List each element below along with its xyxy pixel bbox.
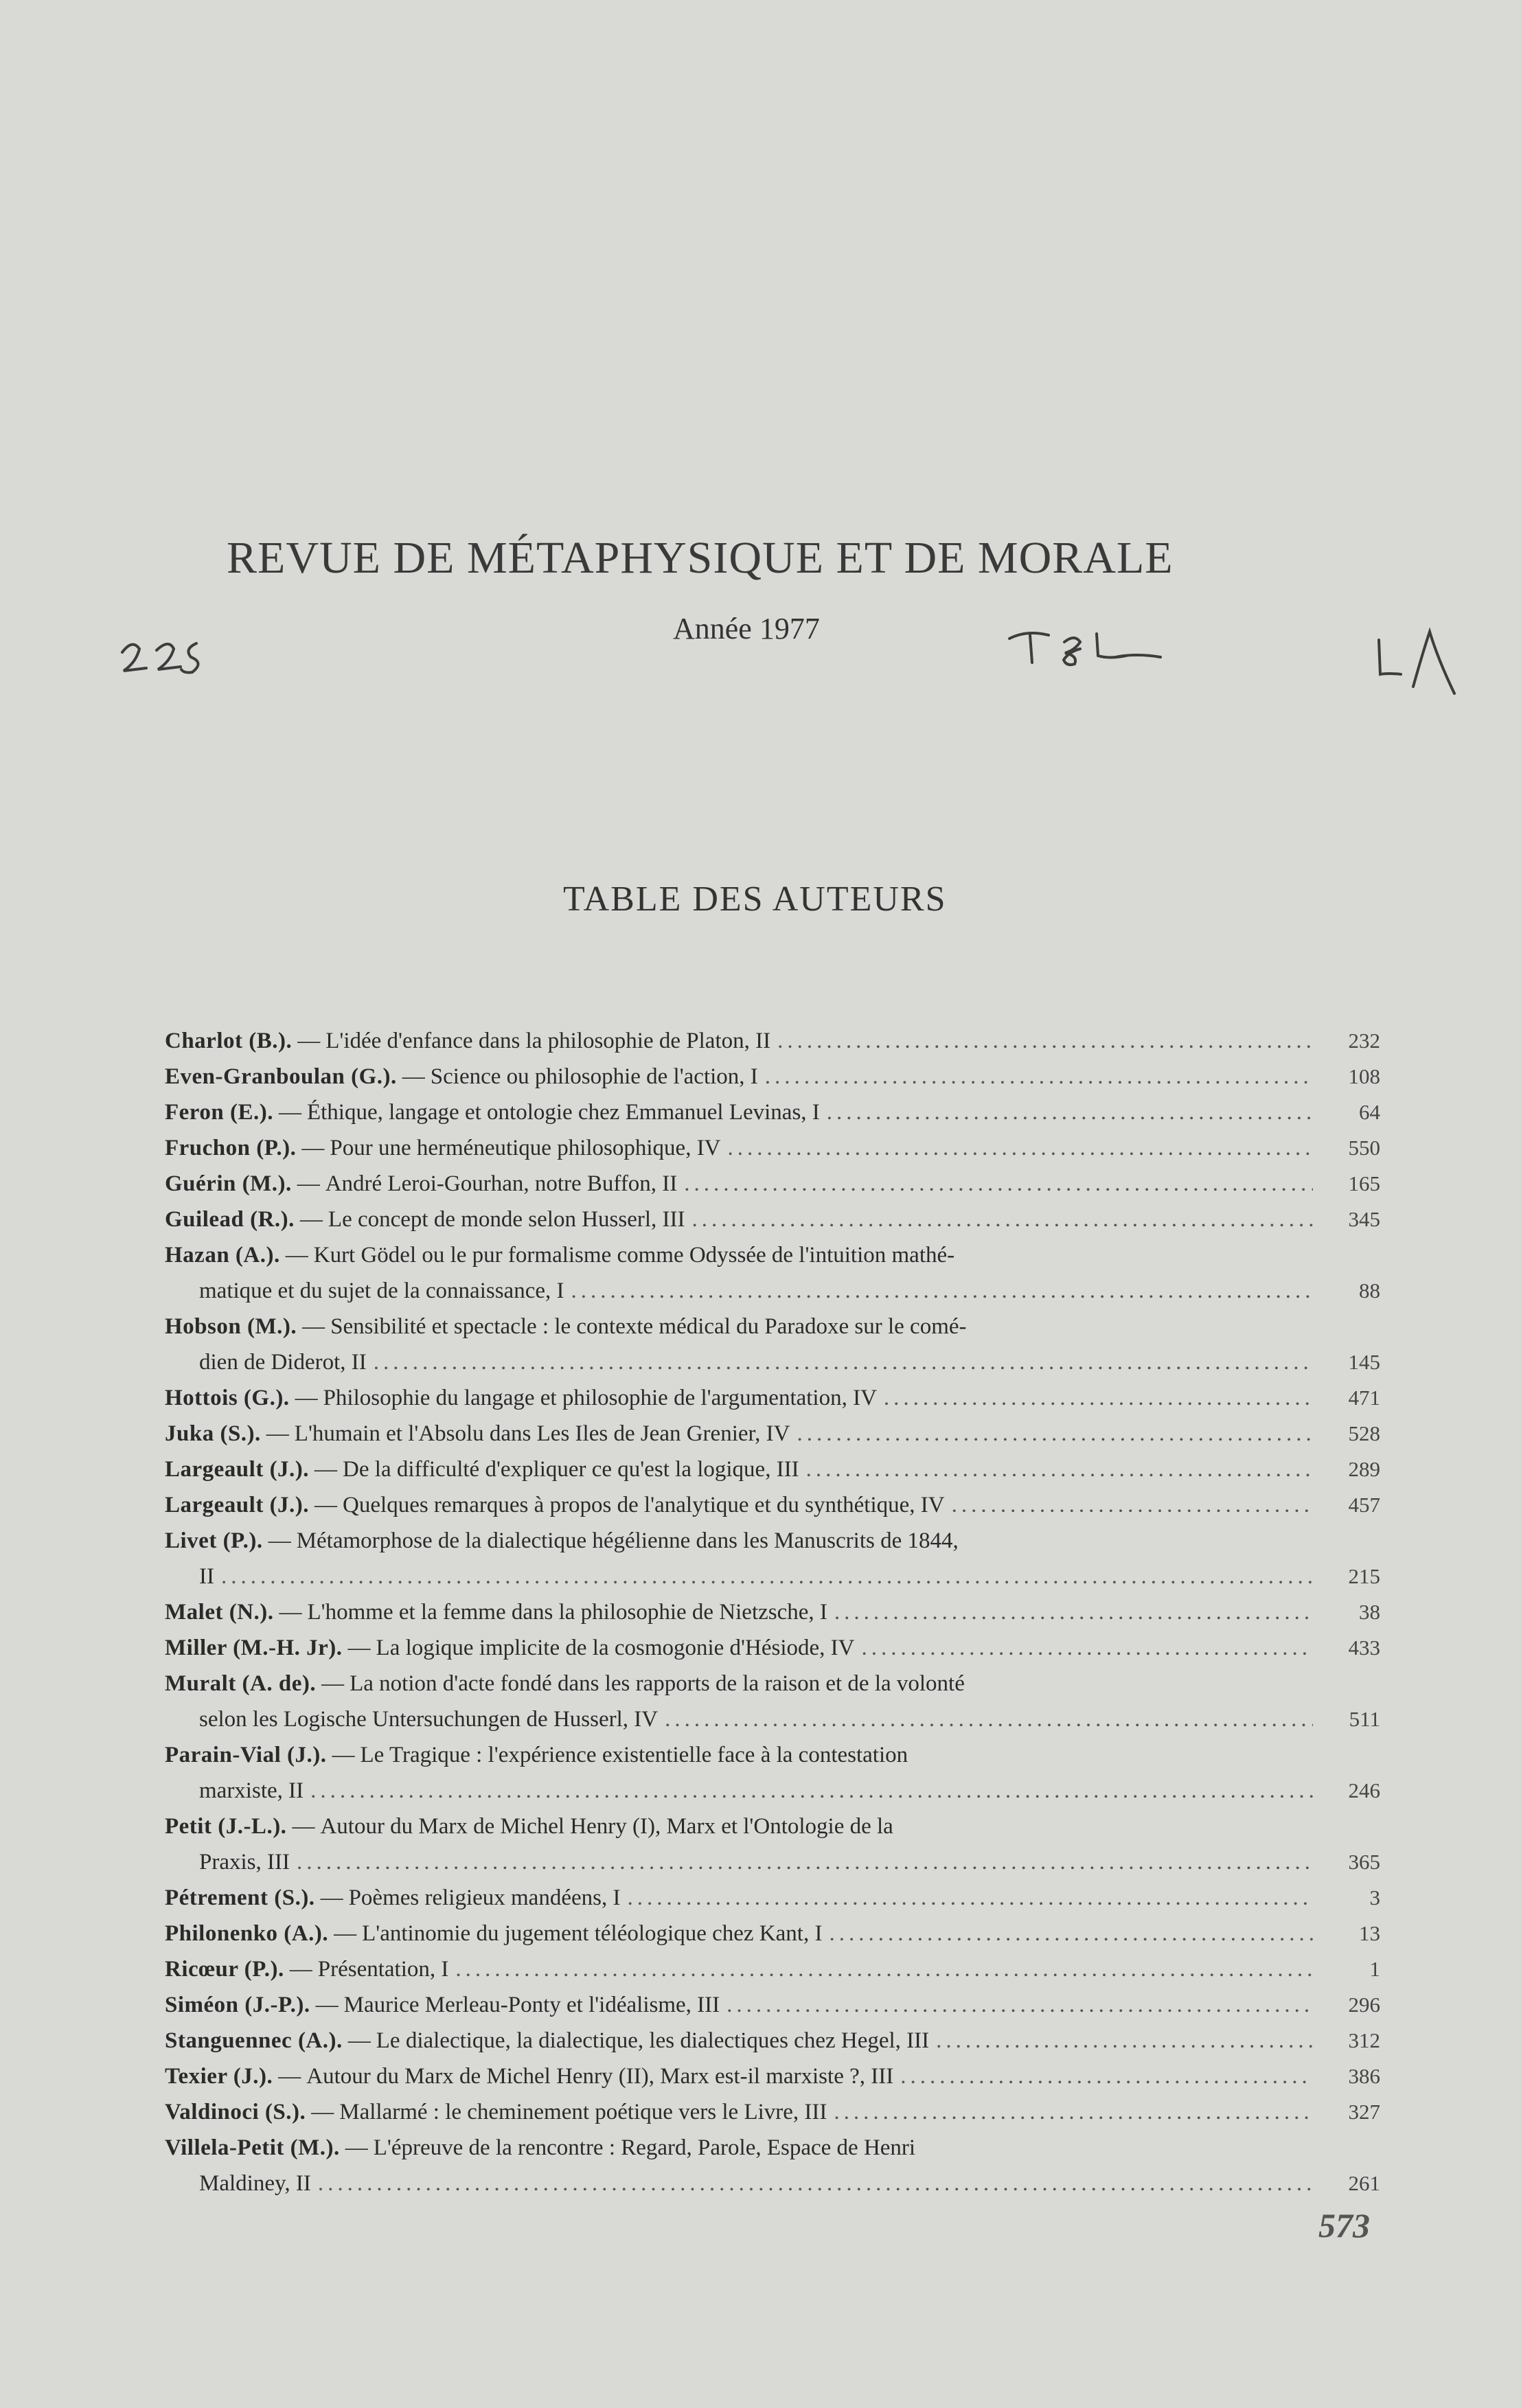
- dot-leader: [728, 1130, 1313, 1166]
- entry-line: [165, 1273, 1380, 1309]
- article-title: Éthique, langage et ontologie chez Emmanuel Levinas, I: [306, 1100, 820, 1125]
- index-entry: [165, 1630, 1380, 1666]
- article-title: marxiste, II: [199, 1778, 304, 1803]
- entry-line: [165, 1380, 1380, 1416]
- author-name: Feron (E.).: [165, 1100, 273, 1125]
- em-dash-separator: —: [297, 1171, 320, 1196]
- entry-line: [165, 1809, 1380, 1844]
- article-title: André Leroi-Gourhan, notre Buffon, II: [325, 1171, 678, 1196]
- author-name: Guérin (M.).: [165, 1171, 292, 1196]
- dot-leader: [571, 1273, 1313, 1309]
- index-entry: [165, 2023, 1380, 2059]
- dot-leader: [829, 1916, 1313, 1951]
- index-entry: [165, 1809, 1380, 1880]
- dot-leader: [221, 1559, 1313, 1594]
- entry-line: [165, 1059, 1380, 1094]
- page-reference: 261: [1348, 2171, 1380, 2195]
- author-name: Petit (J.-L.).: [165, 1814, 287, 1839]
- index-entry: [165, 1202, 1380, 1237]
- article-title: Le Tragique : l'expérience existentielle face à la contestation: [360, 1743, 908, 1767]
- index-entry: [165, 1059, 1380, 1094]
- article-title: Pour une herméneutique philosophique, IV: [330, 1136, 721, 1160]
- page-reference: 165: [1348, 1171, 1380, 1195]
- author-name: Even-Granboulan (G.).: [165, 1064, 397, 1089]
- entry-line: [165, 1559, 1380, 1594]
- em-dash-separator: —: [315, 1993, 339, 2017]
- article-title: Métamorphose de la dialectique hégélienne dans les Manuscrits de 1844,: [296, 1528, 959, 1553]
- page-reference: 232: [1348, 1029, 1380, 1053]
- author-name: Ricœur (P.).: [165, 1957, 284, 1982]
- article-title: Le dialectique, la dialectique, les dialectiques chez Hegel, III: [376, 2028, 930, 2053]
- article-title: selon les Logische Untersuchungen de Husserl, IV: [199, 1707, 659, 1732]
- author-name: Miller (M.-H. Jr).: [165, 1636, 343, 1660]
- page-reference: 289: [1348, 1457, 1380, 1481]
- author-name: Muralt (A. de).: [165, 1671, 317, 1696]
- page-reference: 312: [1348, 2028, 1380, 2052]
- index-entry: [165, 1237, 1380, 1309]
- article-title: L'antinomie du jugement téléologique chez Kant, I: [362, 1921, 823, 1946]
- article-title: L'humain et l'Absolu dans Les Iles de Jean Grenier, IV: [294, 1421, 790, 1446]
- author-name: Charlot (B.).: [165, 1029, 293, 1053]
- entry-line: [165, 1094, 1380, 1130]
- author-name: Hazan (A.).: [165, 1243, 280, 1268]
- page-reference: 528: [1348, 1421, 1380, 1445]
- page-reference: 145: [1348, 1350, 1380, 1374]
- em-dash-separator: —: [311, 2100, 334, 2124]
- entry-line: [165, 1951, 1380, 1987]
- index-entry: [165, 1309, 1380, 1380]
- author-name: Juka (S.).: [165, 1421, 261, 1446]
- author-name: Siméon (J.-P.).: [165, 1993, 310, 2017]
- author-name: Malet (N.).: [165, 1600, 274, 1625]
- dot-leader: [455, 1951, 1313, 1987]
- entry-line: [165, 1987, 1380, 2023]
- author-name: Parain-Vial (J.).: [165, 1743, 327, 1767]
- author-name: Texier (J.).: [165, 2064, 273, 2089]
- page-reference: 550: [1348, 1136, 1380, 1160]
- dot-leader: [297, 1844, 1313, 1880]
- dot-leader: [727, 1987, 1313, 2023]
- dot-leader: [900, 2059, 1313, 2094]
- entry-line: [165, 1487, 1380, 1523]
- author-name: Hottois (G.).: [165, 1386, 290, 1410]
- page-reference: 64: [1359, 1100, 1380, 1124]
- page-reference: 88: [1359, 1278, 1380, 1303]
- index-entry: [165, 1666, 1380, 1737]
- index-entry: [165, 1951, 1380, 1987]
- index-entry: [165, 1737, 1380, 1809]
- dot-leader: [374, 1344, 1313, 1380]
- entry-line: [165, 1666, 1380, 1701]
- dot-leader: [310, 1773, 1313, 1809]
- entry-line: [165, 1737, 1380, 1773]
- entry-line: [165, 1523, 1380, 1559]
- article-title: Mallarmé : le cheminement poétique vers le Livre, III: [339, 2100, 827, 2124]
- index-entry: [165, 1523, 1380, 1594]
- dot-leader: [765, 1059, 1313, 1094]
- article-title: Maurice Merleau-Ponty et l'idéalisme, III: [343, 1993, 720, 2017]
- article-title: II: [199, 1564, 214, 1589]
- dot-leader: [318, 2166, 1313, 2201]
- em-dash-separator: —: [321, 1671, 345, 1696]
- index-entry: [165, 1594, 1380, 1630]
- index-entry: [165, 1880, 1380, 1916]
- author-name: Fruchon (P.).: [165, 1136, 297, 1160]
- em-dash-separator: —: [278, 2064, 301, 2089]
- author-name: Livet (P.).: [165, 1528, 263, 1553]
- em-dash-separator: —: [315, 1493, 338, 1517]
- author-name: Guilead (R.).: [165, 1207, 295, 1232]
- index-entry: [165, 2094, 1380, 2130]
- em-dash-separator: —: [302, 1314, 325, 1339]
- em-dash-separator: —: [347, 2028, 371, 2053]
- handwritten-note-right: [1373, 625, 1459, 700]
- dot-leader: [627, 1880, 1313, 1916]
- dot-leader: [684, 1166, 1313, 1202]
- page-reference: 108: [1348, 1064, 1380, 1088]
- year-label: Année 1977: [673, 612, 820, 645]
- article-title: Praxis, III: [199, 1850, 290, 1874]
- entry-line: [165, 2023, 1380, 2059]
- handwritten-note-left: [115, 628, 239, 683]
- article-title: Le concept de monde selon Husserl, III: [328, 1207, 685, 1232]
- em-dash-separator: —: [402, 1064, 425, 1089]
- em-dash-separator: —: [347, 1636, 371, 1660]
- entry-line: [165, 2059, 1380, 2094]
- page-reference: 296: [1348, 1993, 1380, 2017]
- em-dash-separator: —: [332, 1743, 355, 1767]
- author-name: Valdinoci (S.).: [165, 2100, 306, 2124]
- dot-leader: [884, 1380, 1313, 1416]
- entry-line: [165, 1309, 1380, 1344]
- page-reference: 457: [1348, 1493, 1380, 1517]
- em-dash-separator: —: [278, 1100, 301, 1125]
- dot-leader: [797, 1416, 1314, 1452]
- em-dash-separator: —: [289, 1957, 312, 1982]
- author-name: Philonenko (A.).: [165, 1921, 329, 1946]
- index-entry: [165, 1380, 1380, 1416]
- index-entry: [165, 1416, 1380, 1452]
- article-title: De la difficulté d'expliquer ce qu'est la logique, III: [343, 1457, 799, 1482]
- article-title: Kurt Gödel ou le pur formalisme comme Odyssée de l'intuition mathé-: [313, 1243, 955, 1268]
- em-dash-separator: —: [345, 2135, 368, 2160]
- page-reference: 215: [1348, 1564, 1380, 1588]
- page-reference: 471: [1348, 1386, 1380, 1410]
- index-entry: [165, 2130, 1380, 2201]
- page-reference: 511: [1349, 1707, 1380, 1731]
- article-title: Autour du Marx de Michel Henry (I), Marx et l'Ontologie de la: [320, 1814, 893, 1839]
- index-entry: [165, 2059, 1380, 2094]
- article-title: Sensibilité et spectacle : le contexte médical du Paradoxe sur le comé-: [330, 1314, 967, 1339]
- em-dash-separator: —: [320, 1885, 343, 1910]
- entry-line: [165, 1916, 1380, 1951]
- index-entry: [165, 1916, 1380, 1951]
- entry-line: [165, 1630, 1380, 1666]
- author-name: Largeault (J.).: [165, 1493, 310, 1517]
- article-title: L'épreuve de la rencontre : Regard, Parole, Espace de Henri: [373, 2135, 916, 2160]
- author-name: Villela-Petit (M.).: [165, 2135, 340, 2160]
- em-dash-separator: —: [285, 1243, 308, 1268]
- entry-line: [165, 1166, 1380, 1202]
- dot-leader: [952, 1487, 1313, 1523]
- em-dash-separator: —: [279, 1600, 302, 1625]
- entry-line: [165, 1023, 1380, 1059]
- index-entry: [165, 1130, 1380, 1166]
- dot-leader: [834, 2094, 1313, 2130]
- entry-line: [165, 1416, 1380, 1452]
- article-title: Philosophie du langage et philosophie de l'argumentation, IV: [323, 1386, 877, 1410]
- em-dash-separator: —: [315, 1457, 338, 1482]
- article-title: Science ou philosophie de l'action, I: [430, 1064, 758, 1089]
- journal-title: REVUE DE MÉTAPHYSIQUE ET DE MORALE: [227, 533, 1174, 583]
- page-reference: 365: [1348, 1850, 1380, 1874]
- dot-leader: [861, 1630, 1313, 1666]
- em-dash-separator: —: [297, 1029, 321, 1053]
- author-name: Stanguennec (A.).: [165, 2028, 343, 2053]
- article-title: Poèmes religieux mandéens, I: [348, 1885, 621, 1910]
- em-dash-separator: —: [299, 1207, 323, 1232]
- entry-line: [165, 1202, 1380, 1237]
- dot-leader: [692, 1202, 1314, 1237]
- index-entry: [165, 1023, 1380, 1059]
- index-entry: [165, 1987, 1380, 2023]
- article-title: Présentation, I: [317, 1957, 449, 1982]
- entry-line: [165, 1344, 1380, 1380]
- entry-line: [165, 1880, 1380, 1916]
- article-title: L'homme et la femme dans la philosophie de Nietzsche, I: [307, 1600, 827, 1625]
- dot-leader: [936, 2023, 1313, 2059]
- entry-line: [165, 1773, 1380, 1809]
- article-title: La logique implicite de la cosmogonie d'Hésiode, IV: [376, 1636, 855, 1660]
- dot-leader: [834, 1594, 1313, 1630]
- article-title: Quelques remarques à propos de l'analytique et du synthétique, IV: [343, 1493, 945, 1517]
- article-title: dien de Diderot, II: [199, 1350, 367, 1375]
- dot-leader: [777, 1023, 1313, 1059]
- em-dash-separator: —: [295, 1386, 318, 1410]
- index-entry: [165, 1094, 1380, 1130]
- author-name: Largeault (J.).: [165, 1457, 310, 1482]
- page-reference: 386: [1348, 2064, 1380, 2088]
- dot-leader: [665, 1701, 1313, 1737]
- page-reference: 38: [1359, 1600, 1380, 1624]
- entry-line: [165, 1130, 1380, 1166]
- author-name: Hobson (M.).: [165, 1314, 297, 1339]
- page-reference: 3: [1369, 1885, 1380, 1910]
- em-dash-separator: —: [268, 1528, 291, 1553]
- entry-line: [165, 2166, 1380, 2201]
- entry-line: [165, 1452, 1380, 1487]
- page-reference: 13: [1359, 1921, 1380, 1945]
- entry-line: [165, 2094, 1380, 2130]
- em-dash-separator: —: [292, 1814, 315, 1839]
- entry-line: [165, 1701, 1380, 1737]
- entry-line: [165, 1237, 1380, 1273]
- entry-line: [165, 1844, 1380, 1880]
- page-reference: 246: [1348, 1778, 1380, 1802]
- section-title: TABLE DES AUTEURS: [563, 880, 947, 919]
- author-index: [165, 1023, 1380, 2201]
- dot-leader: [827, 1094, 1313, 1130]
- article-title: La notion d'acte fondé dans les rapports de la raison et de la volonté: [350, 1671, 965, 1696]
- article-title: L'idée d'enfance dans la philosophie de Platon, II: [325, 1029, 771, 1053]
- index-entry: [165, 1166, 1380, 1202]
- page-reference: 1: [1369, 1957, 1380, 1981]
- article-title: Autour du Marx de Michel Henry (II), Marx est-il marxiste ?, III: [306, 2064, 894, 2089]
- em-dash-separator: —: [301, 1136, 325, 1160]
- dot-leader: [806, 1452, 1313, 1487]
- handwritten-note-middle: [1006, 621, 1164, 669]
- entry-line: [165, 1594, 1380, 1630]
- em-dash-separator: —: [334, 1921, 357, 1946]
- page-reference: 345: [1348, 1207, 1380, 1231]
- article-title: Maldiney, II: [199, 2171, 311, 2196]
- index-entry: [165, 1487, 1380, 1523]
- em-dash-separator: —: [266, 1421, 289, 1446]
- page-reference: 327: [1348, 2100, 1380, 2124]
- author-name: Pétrement (S.).: [165, 1885, 315, 1910]
- page-number: 573: [1318, 2206, 1370, 2245]
- page-reference: 433: [1348, 1636, 1380, 1660]
- article-title: matique et du sujet de la connaissance, I: [199, 1278, 564, 1303]
- index-entry: [165, 1452, 1380, 1487]
- entry-line: [165, 2130, 1380, 2166]
